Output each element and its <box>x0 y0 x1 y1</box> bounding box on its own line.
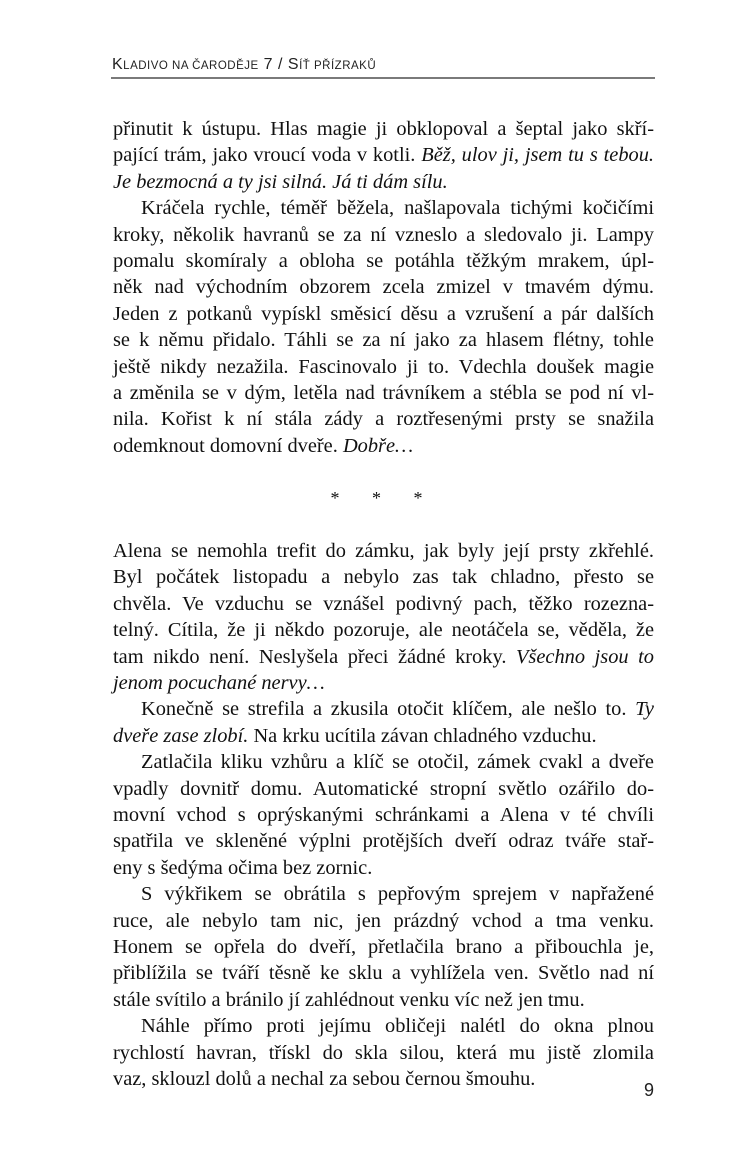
text-line <box>113 934 654 960</box>
text-line <box>113 274 654 300</box>
text-line <box>113 802 654 828</box>
line-text: nila. Kořist k ní stála zády a roztřesenými prsty se snažila <box>113 408 654 431</box>
line-italic-text: Je bezmocná a ty jsi silná. Já ti dám sílu. <box>113 170 448 193</box>
text-line <box>113 354 654 380</box>
line-text: Byl počátek listopadu a nebylo zas tak chladno, přesto se <box>113 566 654 589</box>
text-line <box>113 116 654 142</box>
text-line <box>113 564 654 590</box>
running-title-book-initial: S <box>287 56 300 73</box>
line-text: Alena se nemohla trefit do zámku, jak byly její prsty zkřehlé. <box>113 540 654 563</box>
line-text: přiblížila se tváří těsně ke sklu a vyhlížela ven. Světlo nad ní <box>113 962 654 985</box>
line-text: chvěla. Ve vzduchu se vznášel podivný pach, těžko rozezna- <box>113 592 654 615</box>
line-text: Náhle přímo proti jejímu obličeji nalétl do okna plnou <box>141 1015 654 1038</box>
line-text: spatřila ve skleněné výplni protějších dveří odraz tváře stař- <box>113 830 654 853</box>
line-text: kroky, několik havranů se za ní vzneslo a sledovalo ji. Lampy <box>113 223 654 246</box>
line-text: eny s šedýma očima bez zornic. <box>113 856 373 879</box>
line-text: Konečně se strefila a zkusila otočit klíčem, ale nešlo to. <box>141 698 636 721</box>
text-line <box>113 1066 654 1092</box>
body-text <box>113 116 654 1092</box>
line-text: vaz, sklouzl dolů a nechal za sebou černou šmouhu. <box>113 1067 536 1090</box>
line-text: rychlostí havran, třískl do skla silou, která mu jistě zlomila <box>113 1041 654 1064</box>
text-line <box>113 591 654 617</box>
text-line <box>113 327 654 353</box>
line-italic-text: Dobře… <box>342 434 414 457</box>
line-text: movní vchod s oprýskanými schránkami a Alena v té chvíli <box>113 803 654 826</box>
text-line <box>113 301 654 327</box>
text-line <box>113 908 654 934</box>
line-text: Jeden z potkanů vypískl směsicí děsu a vzrušení a pár dalších <box>113 302 654 325</box>
line-italic-text: Běž, ulov ji, jsem tu s tebou. <box>421 144 655 167</box>
running-title-series: LADIVO NA ČARODĚJE <box>123 60 259 72</box>
text-line <box>113 169 654 195</box>
text-line <box>113 1040 654 1066</box>
section-separator: * * * <box>330 488 437 509</box>
text-line <box>113 881 654 907</box>
page-number: 9 <box>643 1080 654 1100</box>
line-text: a změnila se v dým, letěla nad trávníkem a stébla se pod ní vl- <box>113 381 654 404</box>
text-line <box>113 406 654 432</box>
text-line <box>113 433 654 459</box>
line-text: S výkřikem se obrátila s pepřovým sprejem v napřažené <box>141 883 654 906</box>
running-title-initial: K <box>112 56 124 73</box>
text-line <box>113 142 654 168</box>
text-line <box>113 776 654 802</box>
line-text: vpadly dovnitř domu. Automatické stropní světlo ozářilo do- <box>113 777 654 800</box>
line-italic-text: Všechno jsou to <box>515 645 654 668</box>
running-title-book: ÍŤ PŘÍZRAKŮ <box>299 60 377 72</box>
line-text-after: Na krku ucítila závan chladného vzduchu. <box>248 724 597 747</box>
line-text: odemknout domovní dveře. <box>113 434 343 457</box>
text-line <box>113 828 654 854</box>
text-line <box>113 248 654 274</box>
running-header <box>112 56 655 74</box>
text-line <box>113 723 654 749</box>
line-italic-text: Ty <box>635 698 654 721</box>
text-line <box>113 1013 654 1039</box>
line-text: se k němu přidalo. Táhli se za ní jako za hlasem flétny, tohle <box>113 329 654 352</box>
line-text: něk nad východním obzorem zcela zmizel v tmavém dýmu. <box>113 276 654 299</box>
line-italic-text: dveře zase zlobí. <box>113 724 249 747</box>
line-italic-text: jenom pocuchané nervy… <box>113 672 325 695</box>
line-text: tam nikdo není. Neslyšela přeci žádné kroky. <box>113 645 516 668</box>
text-line <box>113 960 654 986</box>
line-text: ještě nikdy nezažila. Fascinovalo ji to. Vdechla doušek magie <box>113 355 654 378</box>
text-line <box>113 195 654 221</box>
line-text: přinutit k ústupu. Hlas magie ji obklopoval a šeptal jako skří- <box>113 118 654 140</box>
text-line <box>113 987 654 1013</box>
text-line <box>113 644 654 670</box>
line-text: pomalu skomíraly a obloha se potáhla těžkým mrakem, úpl- <box>113 249 654 272</box>
text-line <box>113 617 654 643</box>
line-text: stále svítilo a bránilo jí zahlédnout venku víc než jen tmu. <box>113 988 585 1011</box>
section-2 <box>113 538 654 1092</box>
text-line <box>113 222 654 248</box>
line-text: Zatlačila kliku vzhůru a klíč se otočil, zámek cvakl a dveře <box>141 751 654 774</box>
text-line <box>113 670 654 696</box>
line-text: Kráčela rychle, téměř běžela, našlapovala tichými kočičími <box>141 197 654 220</box>
section-1 <box>113 116 654 459</box>
line-text: ruce, ale nebylo tam nic, jen prázdný vchod a tma venku. <box>113 909 654 932</box>
running-title-volume: 7 / <box>258 56 288 73</box>
header-rule <box>111 77 655 79</box>
line-text: Honem se opřela do dveří, přetlačila brano a přibouchla je, <box>113 935 654 958</box>
text-line <box>113 749 654 775</box>
text-line <box>113 380 654 406</box>
line-text: pající trám, jako vroucí voda v kotli. <box>113 144 422 167</box>
text-line <box>113 855 654 881</box>
line-text: telný. Cítila, že ji někdo pozoruje, ale neotáčela se, věděla, že <box>113 619 654 642</box>
text-line <box>113 538 654 564</box>
text-line <box>113 696 654 722</box>
